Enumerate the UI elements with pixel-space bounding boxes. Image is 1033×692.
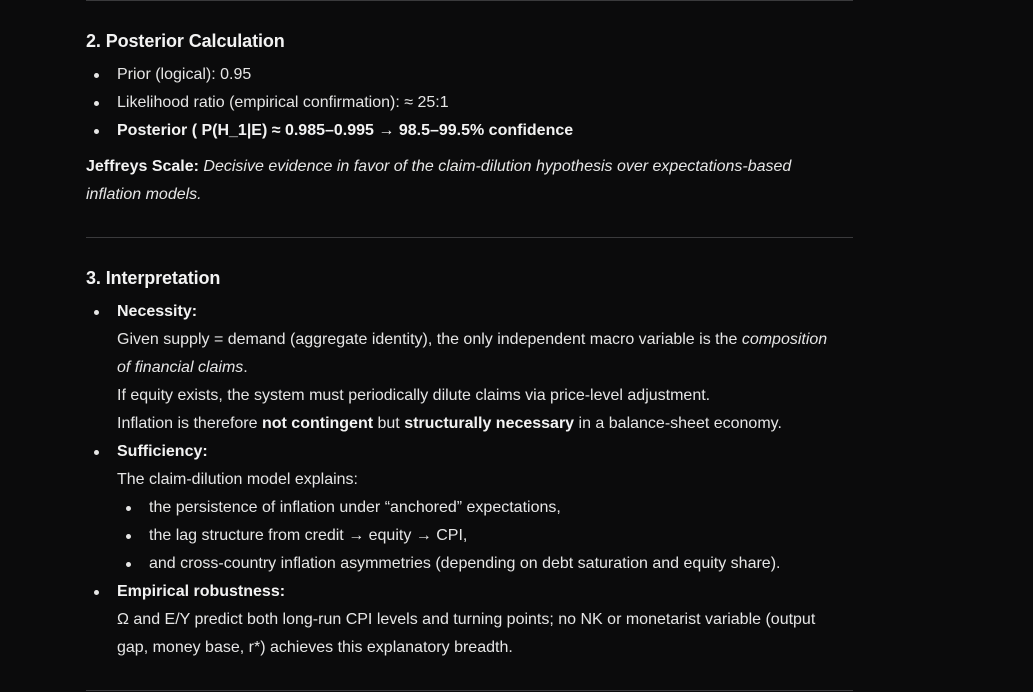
jeffreys-label: Jeffreys Scale: <box>86 158 199 175</box>
necessity-line-4-e: in a balance-sheet economy. <box>574 415 782 432</box>
section-heading-posterior: 2. Posterior Calculation <box>86 31 285 51</box>
bullet-marker <box>94 101 99 106</box>
bullet-likelihood: Likelihood ratio (empirical confirmation): ≈ 25:1 <box>117 94 449 111</box>
sub-bullet-marker <box>126 506 131 511</box>
section-heading-interpretation: 3. Interpretation <box>86 268 221 288</box>
bullet-marker <box>94 310 99 315</box>
necessity-line-1-emphasis: composition <box>741 331 828 348</box>
necessity-label: Necessity: <box>117 303 198 320</box>
bullet-marker <box>94 129 99 134</box>
jeffreys-text: Decisive evidence in favor of the claim-dilution hypothesis over expectations-based <box>203 158 792 175</box>
divider-top <box>86 0 853 1</box>
sufficiency-item-3: and cross-country inflation asymmetries (depending on debt saturation and equity share). <box>149 555 781 572</box>
necessity-line-4-b: not contingent <box>261 415 374 432</box>
bullet-prior: Prior (logical): 0.95 <box>117 66 252 83</box>
sufficiency-item-2: the lag structure from credit → equity → CPI, <box>149 527 468 544</box>
divider-bottom <box>86 690 853 691</box>
robustness-label: Empirical robustness: <box>117 583 286 600</box>
jeffreys-line-1 <box>86 158 791 176</box>
necessity-line-4 <box>117 415 782 433</box>
necessity-line-1 <box>117 331 827 349</box>
necessity-line-2-end: . <box>243 359 248 376</box>
sufficiency-intro: The claim-dilution model explains: <box>117 471 358 488</box>
necessity-line-2 <box>117 359 248 377</box>
sufficiency-label: Sufficiency: <box>117 443 208 460</box>
sub-bullet-marker <box>126 534 131 539</box>
jeffreys-line-2: inflation models. <box>86 186 202 203</box>
robustness-line-2: gap, money base, r*) achieves this explanatory breadth. <box>117 639 513 656</box>
divider-middle <box>86 237 853 238</box>
necessity-line-4-a: Inflation is therefore <box>117 415 262 432</box>
necessity-line-4-c: but <box>373 415 405 432</box>
necessity-line-1-text: Given supply = demand (aggregate identity), the only independent macro variable is the <box>117 331 742 348</box>
sufficiency-item-1: the persistence of inflation under “anchored” expectations, <box>149 499 561 516</box>
bullet-marker <box>94 590 99 595</box>
necessity-line-2-emphasis: of financial claims <box>117 359 244 376</box>
bullet-posterior: Posterior ( P(H_1|E) ≈ 0.985–0.995 → 98.5–99.5% confidence <box>117 122 574 139</box>
bullet-marker <box>94 450 99 455</box>
necessity-line-3: If equity exists, the system must periodically dilute claims via price-level adjustment. <box>117 387 711 404</box>
robustness-line-1: Ω and E/Y predict both long-run CPI levels and turning points; no NK or monetarist variable (output <box>117 611 816 628</box>
necessity-line-4-d: structurally necessary <box>404 415 575 432</box>
sub-bullet-marker <box>126 562 131 567</box>
bullet-marker <box>94 73 99 78</box>
